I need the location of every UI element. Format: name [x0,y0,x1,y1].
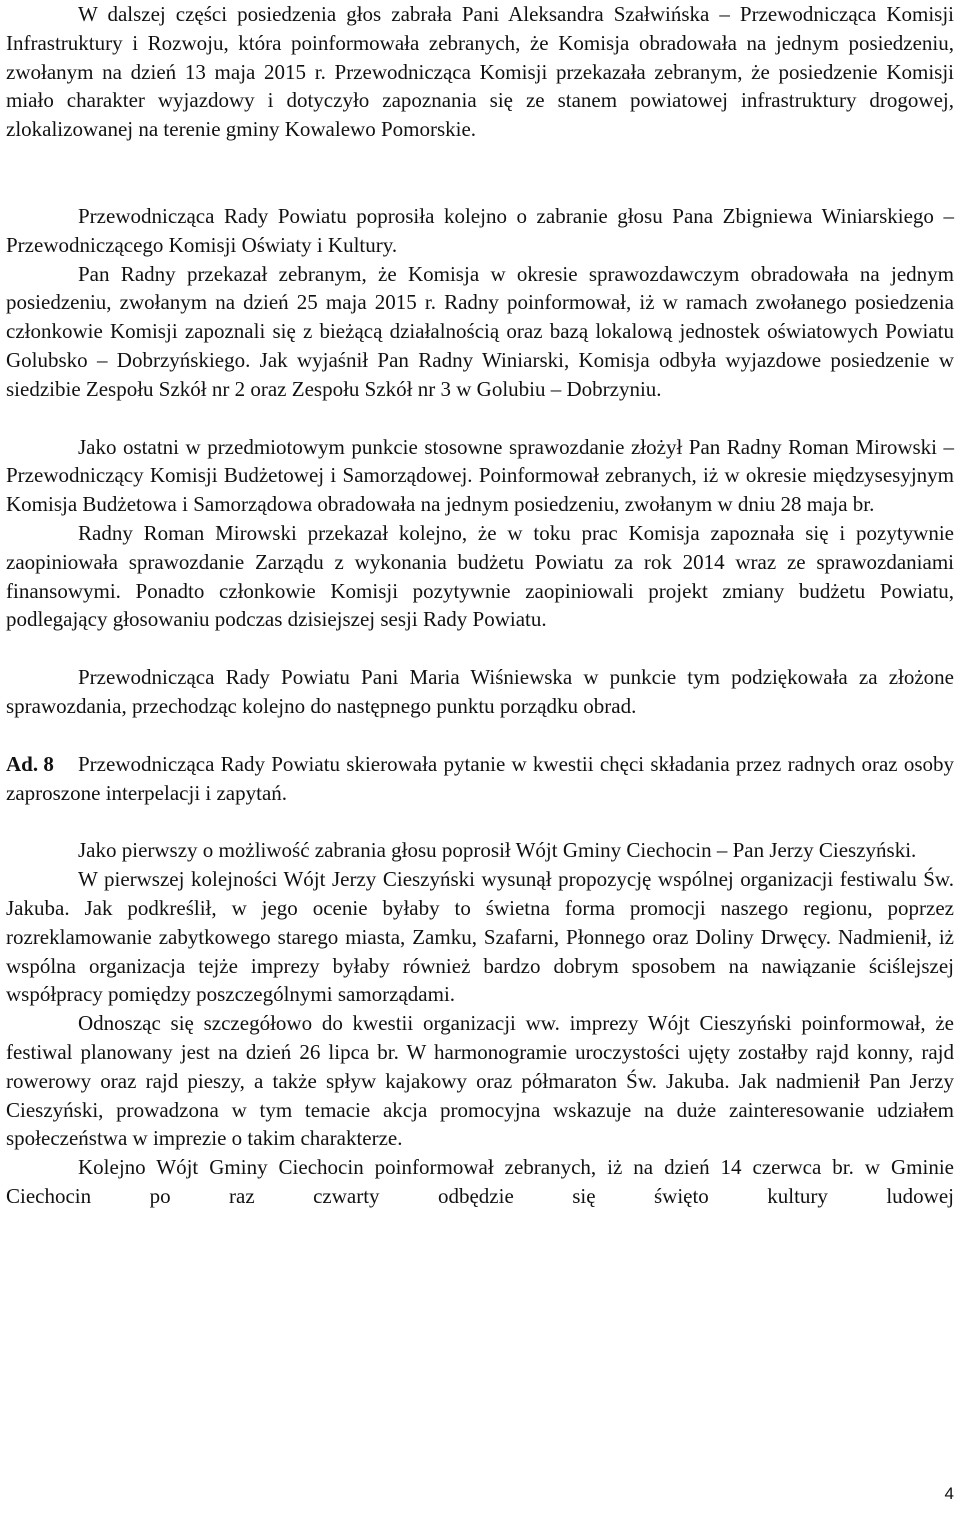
paragraph-folk-culture: Kolejno Wójt Gminy Ciechocin poinformował zebranych, iż na dzień 14 czerwca br. w Gminie Ciechocin po raz czwarty odbędzie się święto kultury ludowej [6,1155,954,1208]
item-8-text: Przewodnicząca Rady Powiatu skierowała pytanie w kwestii chęci składania przez radnych oraz osoby zaproszone interpelacji i zapytań. [6,751,954,805]
paragraph-item-8 [6,750,954,808]
page-number: 4 [944,1484,954,1503]
paragraph-gap [6,144,954,173]
paragraph-education-committee-report: Pan Radny przekazał zebranym, że Komisja w okresie sprawozdawczym obradowała na jednym posiedzeniu, zwołanym na dzień 25 maja 2015 r. Radny poinformował, iż w ramach zwołanego posiedzenia członkowie Komisji zapoznali się z bieżącą działalnością oraz bazą lokalową jednostek oświatowych Powiatu Golubsko – Dobrzyńskiego. Jak wyjaśnił Pan Radny Winiarski, Komisja odbyła wyjazdowe posiedzenie w siedzibie Zespołu Szkół nr 2 oraz Zespołu Szkół nr 3 w Golubiu – Dobrzyniu. [6,261,954,401]
paragraph-gap [6,173,954,202]
paragraph-festival-proposal: W pierwszej kolejności Wójt Jerzy Cieszyński wysunął propozycję wspólnej organizacji festiwalu Św. Jakuba. Jak podkreślił, w jego ocenie byłaby to świetna forma promocji naszego regionu, poprzez rozreklamowanie zabytkowego starego miasta, Zamku, Szafarni, Płonnego oraz Doliny Drwęcy. Nadmienił, iż wspólna organizacja tejże imprezy byłaby również bardzo dobrym sposobem na nawiązanie ściślejszej współpracy pomiędzy poszczególnymi samorządami. [6,867,954,1007]
section-heading-ad-8: Ad. 8 [6,751,54,776]
paragraph-first-speaker: Jako pierwszy o możliwość zabrania głosu poprosił Wójt Gminy Ciechocin – Pan Jerzy Cieszyński. [78,838,917,863]
paragraph-gap [6,807,954,836]
paragraph-budget-committee-report: Radny Roman Mirowski przekazał kolejno, że w toku prac Komisja zapoznała się i pozytywnie zaopiniowała sprawozdanie Zarządu z wykonania budżetu Powiatu za rok 2014 wraz ze sprawozdaniami finansowymi. Ponadto członkowie Komisji pozytywnie zaopiniowali projekt zmiany budżetu Powiatu, podlegający głosowaniu podczas dzisiejszej sesji Rady Powiatu. [6,520,954,632]
paragraph-gap [6,721,954,750]
paragraph-education-committee-intro: Przewodnicząca Rady Powiatu poprosiła kolejno o zabranie głosu Pana Zbigniewa Winiarskiego – Przewodniczącego Komisji Oświaty i Kultury. [6,203,954,257]
paragraph-gap [6,634,954,663]
paragraph-infrastructure-committee: W dalszej części posiedzenia głos zabrała Pani Aleksandra Szałwińska – Przewodnicząca Komisji Infrastruktury i Rozwoju, która poinformowała zebranych, że Komisja obradowała na jednym posiedzeniu, zwołanym na dzień 13 maja 2015 r. Przewodnicząca Komisji przekazała zebranym, że posiedzenie Komisji miało charakter wyjazdowy i dotyczyło zapoznania się ze stanem powiatowej infrastruktury drogowej, zlokalizowanej na terenie gminy Kowalewo Pomorskie. [6,2,954,142]
document-page [6,0,954,1211]
paragraph-gap [6,404,954,433]
paragraph-chair-thanks: Przewodnicząca Rady Powiatu Pani Maria Wiśniewska w punkcie tym podziękowała za złożone sprawozdania, przechodząc kolejno do następnego punktu porządku obrad. [6,665,954,718]
paragraph-budget-committee-intro: Jako ostatni w przedmiotowym punkcie stosowne sprawozdanie złożył Pan Radny Roman Mirowski – Przewodniczący Komisji Budżetowej i Samorządowej. Poinformował zebranych, iż w okresie międzysesyjnym Komisja Budżetowa i Samorządowa obradowała na jednym posiedzeniu, zwołanym w dniu 28 maja br. [6,434,954,517]
paragraph-festival-details: Odnosząc się szczegółowo do kwestii organizacji ww. imprezy Wójt Cieszyński poinformował, że festiwal planowany jest na dzień 26 lipca br. W harmonogramie uroczystości ujęty zostałby rajd konny, rajd rowerowy oraz rajd pieszy, a także spływ kajakowy oraz półmaraton Św. Jakuba. Jak nadmienił Pan Jerzy Cieszyński, prowadzona w tym temacie akcja promocyjna wskazuje na duże zainteresowanie udziałem społeczeństwa w imprezie o takim charakterze. [6,1011,954,1151]
